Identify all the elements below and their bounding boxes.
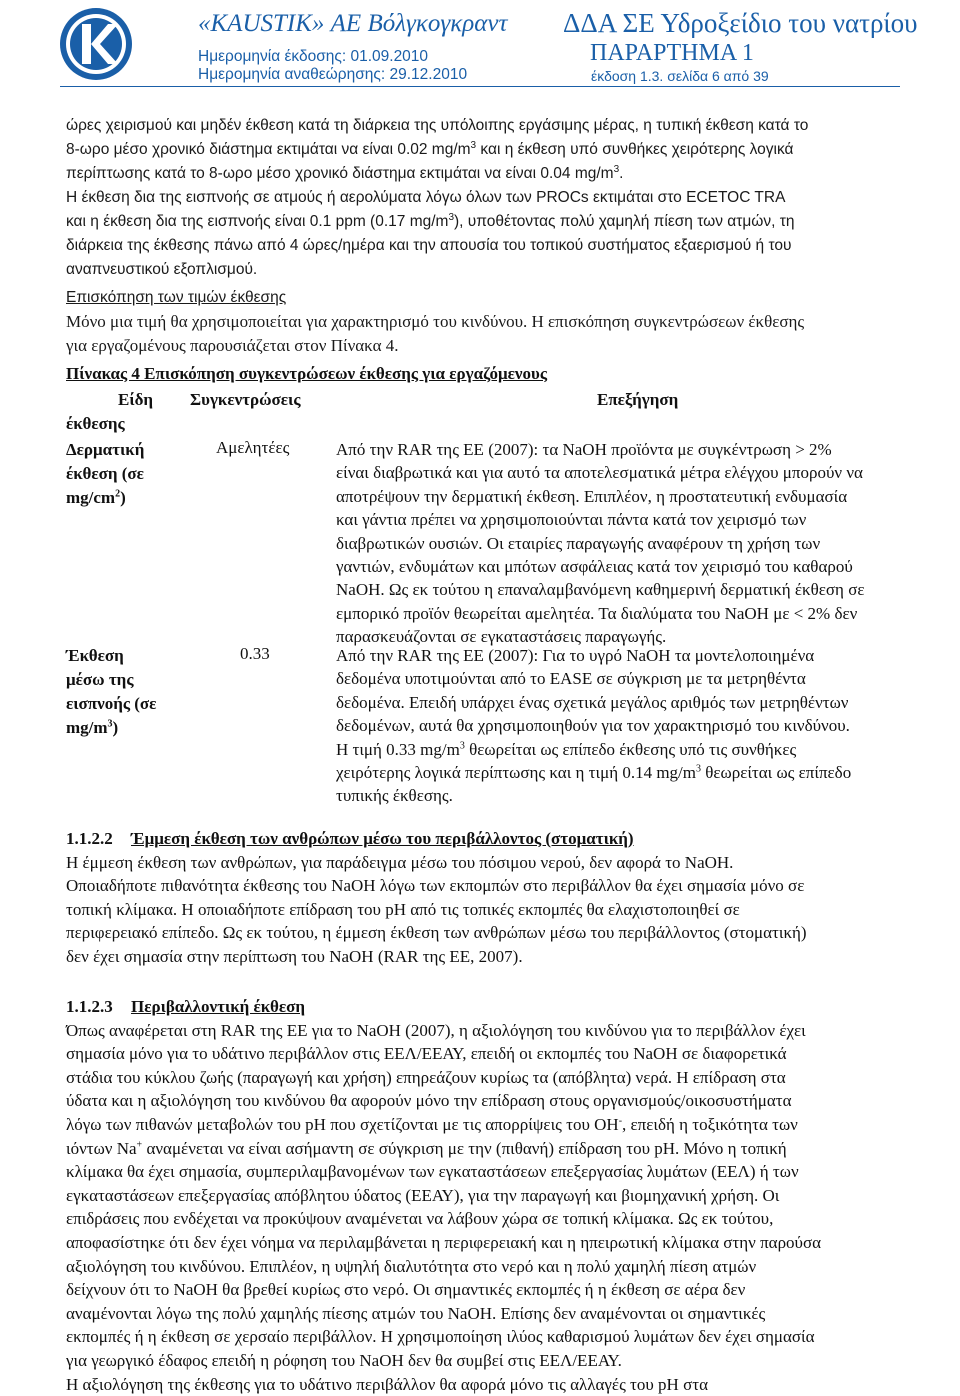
text-line: παρασκευάζονται σε εγκαταστάσεις παραγωγής.	[336, 625, 865, 648]
header-concentrations: Συγκεντρώσεις	[190, 390, 301, 410]
text-line: αναπνευστικού εξοπλισμού.	[66, 258, 956, 282]
row-conc-inhalation: 0.33	[240, 644, 270, 664]
row-type-inhalation	[66, 644, 156, 740]
text-line: Η τιμή 0.33 $mg/m^3$ θεωρείται ως επίπεδο έκθεσης υπό τις συνθήκες	[336, 738, 851, 761]
logo-text: K	[96, 13, 97, 15]
header-divider	[60, 86, 900, 87]
text-line: τοπική κλίμακα. Η οποιαδήποτε επίδραση του pH από τις τοπικές εκπομπές θα ελαχιστοποιηθεί σε	[66, 898, 956, 922]
text-line: NaOH. Ως εκ τούτου η επαναλαμβανόμενη καθημερινή δερματική έκθεση σε	[336, 578, 865, 601]
text-line: σημασία μόνο για το υδάτινο περιβάλλον στις ΕΕΛ/ΕΕΑΥ, επειδή οι εκπομπές του NaOH σε διαφορετικά	[66, 1042, 956, 1066]
revision-date: Ημερομηνία αναθεώρησης: 29.12.2010	[198, 66, 467, 84]
text-line: δεδομένων, αυτά θα χρησιμοποιηθούν για τον χαρακτηρισμό του κινδύνου.	[336, 714, 851, 737]
overview-heading: Επισκόπηση των τιμών έκθεσης	[66, 286, 956, 310]
section-number: 1.1.2.3	[66, 997, 113, 1016]
section-heading	[66, 827, 956, 851]
text-line: και η έκθεση δια της εισπνοής είναι 0.1 ppm (0.17 $mg/m^3$), υποθέτοντας πολύ χαμηλή πίεση των ατμών, τη	[66, 210, 956, 234]
text-line: δεν έχει σημασία στην περίπτωση του NaOH (RAR της ΕΕ, 2007).	[66, 945, 956, 969]
text-line: για εργαζομένους παρουσιάζεται στον Πίνακα 4.	[66, 334, 956, 358]
row-conc-dermal: Αμελητέες	[216, 438, 289, 458]
page-header	[0, 0, 960, 84]
text-line: Δερματική	[66, 438, 144, 462]
text-line: δεδομένα. Επειδή υπάρχει ένας σχετικά μεγάλος αριθμός των μετρηθέντων	[336, 691, 851, 714]
row-expl-inhalation	[336, 644, 851, 808]
text-line: εκπομπές ή η έκθεση σε χερσαίο περιβάλλον. Η χρησιμοποίηση ιλύος καθαρισμού λυμάτων δεν έχει σημασία	[66, 1325, 956, 1349]
text-line: έκθεση (σε	[66, 462, 144, 486]
text-line: στάδια του κύκλου ζωής (παραγωγή και χρήση) επηρεάζουν κυρίως τα (απόβλητα) νερά. Η επίδραση στα	[66, 1066, 956, 1090]
text-line: Η έκθεση δια της εισπνοής σε ατμούς ή αερολύματα λόγω όλων των PROCs εκτιμάται στο ECETOC TRA	[66, 186, 956, 210]
text-line: διαβρωτικών ουσιών. Οι εταιρίες παραγωγής αναφέρουν τη χρήση των	[336, 532, 865, 555]
text-line: Μόνο μια τιμή θα χρησιμοποιείται για χαρακτηρισμό του κινδύνου. Η επισκόπηση συγκεντρώσεων έκθεσης	[66, 310, 956, 334]
header-explanation: Επεξήγηση	[597, 390, 678, 410]
text-line: Από την RAR της ΕΕ (2007): Για το υγρό NaOH τα μοντελοποιημένα	[336, 644, 851, 667]
text-line: διάρκεια της έκθεσης πάνω από 4 ώρες/ημέρα και την απουσία του τοπικού συστήματος εξαερισμού ή του	[66, 234, 956, 258]
text-line: ύδατα και η αξιολόγηση του κινδύνου θα αφορούν μόνο την επίδραση στους οργανισμούς/οικοσυστήματα	[66, 1089, 956, 1113]
text-line: Όπως αναφέρεται στη RAR της ΕΕ για το NaOH (2007), η αξιολόγηση του κινδύνου για το περιβάλλον έχει	[66, 1019, 956, 1043]
company-logo	[58, 6, 134, 82]
overview-section	[66, 286, 956, 358]
text-line: λόγω των πιθανών μεταβολών του pH που σχετίζονται με τις απορρίψεις του OH-, επειδή η τοξικότητα των	[66, 1113, 956, 1137]
annex-label: ΠΑΡΑΡΤΗΜΑ 1	[590, 40, 754, 67]
section-title: Έμμεση έκθεση των ανθρώπων μέσω του περιβάλλοντος (στοματική)	[131, 829, 634, 848]
text-line: $mg/m^3$)	[66, 716, 156, 740]
text-line: ιόντων Na+ αναμένεται να είναι ασήμαντη σε σύγκριση με την (πιθανή) επίδραση του pH. Μόνο η τοπική	[66, 1137, 956, 1161]
text-line: αποτρέψουν την δερματική έκθεση. Επιπλέον, η προστατευτική ενδυμασία	[336, 485, 865, 508]
text-line: αποφασίστηκε ότι δεν έχει νόημα να περιλαμβάνεται η περιφερειακή και η ηπειρωτική κλίμακα στην παρούσα	[66, 1231, 956, 1255]
issue-date: Ημερομηνία έκδοσης: 01.09.2010	[198, 48, 428, 66]
text-line: Η έμμεση έκθεση των ανθρώπων, για παράδειγμα μέσω του πόσιμου νερού, δεν αφορά το NaOH.	[66, 851, 956, 875]
text-line: $mg/cm^2$)	[66, 486, 144, 510]
company-name: «KAUSTIK» ΑΕ Βόλγκογκραντ	[198, 10, 507, 38]
text-line: αναμένονται λόγω της πολύ χαμηλής πίεσης ατμών του NaOH. Επίσης δεν αναμένονται οι σημαντικές	[66, 1302, 956, 1326]
text-line: είναι διαβρωτικά και για αυτό τα αποτελεσματικά μέτρα ελέγχου μπορούν να	[336, 461, 865, 484]
text-line: δεδομένα υποτιμούνται από το EASE σε σύγκριση με τα μετρηθέντα	[336, 667, 851, 690]
section-title: Περιβαλλοντική έκθεση	[131, 997, 305, 1016]
text-line: εισπνοής (σε	[66, 692, 156, 716]
section-number: 1.1.2.2	[66, 829, 113, 848]
text-line: και γάντια πρέπει να χρησιμοποιούνται πάντα κατά τον χειρισμό των	[336, 508, 865, 531]
sds-title: ΔΔΑ ΣΕ Υδροξείδιο του νατρίου	[563, 8, 918, 39]
section-1123	[66, 995, 956, 1396]
text-line: Από την RAR της ΕΕ (2007): τα NaOH προϊόντα με συγκέντρωση > 2%	[336, 438, 865, 461]
text-line: εγκαταστάσεων επεξεργασίας απόβλητου ύδατος (ΕΕΑΥ), για την παραγωγή και βιομηχανική χρήση. Οι	[66, 1184, 956, 1208]
header-type-2: έκθεσης	[66, 414, 125, 434]
text-line: 8-ωρο μέσο χρονικό διάστημα εκτιμάται να είναι 0.02 $mg/m^3$ και η έκθεση υπό συνθήκες χειρότερης λογικά	[66, 138, 956, 162]
text-line: κλίμακα θα έχει σημασία, συμπεριλαμβανομένων των εγκαταστάσεων επεξεργασίας λυμάτων (ΕΕΛ) ή των	[66, 1160, 956, 1184]
header-type: Είδη	[118, 390, 153, 410]
text-line: εμπορικό προϊόν θεωρείται αμελητέα. Τα διαλύματα του NaOH με < 2% δεν	[336, 602, 865, 625]
text-line: χειρότερης λογικά περίπτωσης και η τιμή 0.14 $mg/m^3$ θεωρείται ως επίπεδο	[336, 761, 851, 784]
section-heading	[66, 995, 956, 1019]
table-caption: Πίνακας 4 Επισκόπηση συγκεντρώσεων έκθεσης για εργαζόμενους	[66, 364, 547, 384]
text-line: περίπτωσης κατά το 8-ωρο μέσο χρονικό διάστημα εκτιμάται να είναι 0.04 $mg/m^3$.	[66, 162, 956, 186]
text-line: μέσω της	[66, 668, 156, 692]
text-line: επιδράσεις που ενδέχεται να προκύψουν αναμένεται να λάβουν χώρα σε τοπική κλίμακα. Ως εκ τούτου,	[66, 1207, 956, 1231]
row-type-dermal	[66, 438, 144, 510]
version-page: έκδοση 1.3. σελίδα 6 από 39	[591, 68, 769, 84]
intro-paragraph	[66, 114, 956, 282]
text-line: περιφερειακό επίπεδο. Ως εκ τούτου, η έμμεση έκθεση των ανθρώπων μέσω του περιβάλλοντος (στοματική)	[66, 921, 956, 945]
text-line: γαντιών, ενδυμάτων και μπότων ασφάλειας κατά τον χειρισμό του καθαρού	[336, 555, 865, 578]
text-line: ώρες χειρισμού και μηδέν έκθεση κατά τη διάρκεια της υπόλοιπης εργάσιμης μέρας, η τυπική έκθεση κατά το	[66, 114, 956, 138]
section-1122	[66, 827, 956, 969]
text-line: δείχνουν ότι το NaOH θα βρεθεί κυρίως στο νερό. Οι σημαντικές εκπομπές ή η έκθεση σε αέρα δεν	[66, 1278, 956, 1302]
row-expl-dermal	[336, 438, 865, 649]
text-line: τυπικής έκθεσης.	[336, 784, 851, 807]
text-line: αξιολόγηση του κινδύνου. Επιπλέον, η υψηλή διαλυτότητα στο νερό και η πολύ χαμηλή πίεση ατμών	[66, 1255, 956, 1279]
text-line: για γεωργικό έδαφος επειδή η ρόφηση του NaOH δεν θα συμβεί στις ΕΕΛ/ΕΕΑΥ.	[66, 1349, 956, 1373]
text-line: Οποιαδήποτε πιθανότητα έκθεσης του NaOH λόγω των εκπομπών στο περιβάλλον θα έχει σημασία μόνο σε	[66, 874, 956, 898]
text-line: Η αξιολόγηση της έκθεσης για το υδάτινο περιβάλλον θα αφορά μόνο τις αλλαγές του pH στα	[66, 1373, 956, 1396]
text-line: Έκθεση	[66, 644, 156, 668]
